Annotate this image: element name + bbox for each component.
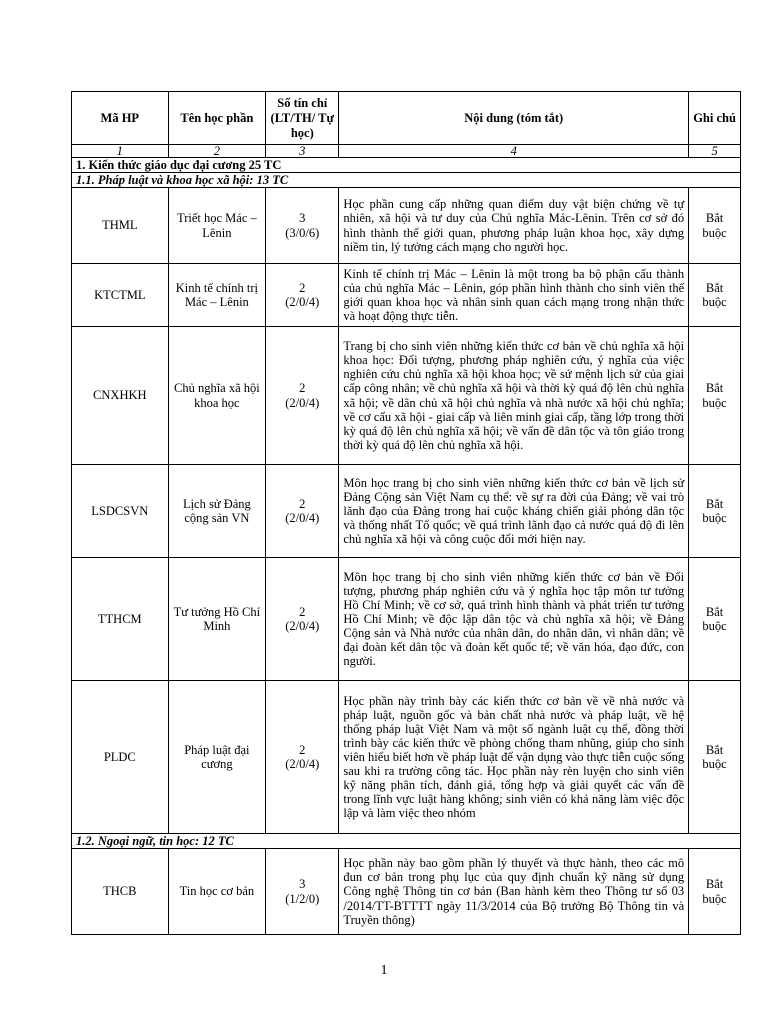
credits-split: (1/2/0) bbox=[285, 891, 320, 906]
course-note: Bắt buộc bbox=[689, 558, 741, 681]
course-note: Bắt buộc bbox=[689, 327, 741, 465]
course-code: CNXHKH bbox=[72, 327, 169, 465]
credits-split: (2/0/4) bbox=[285, 619, 320, 633]
course-note: Bắt buộc bbox=[689, 188, 741, 264]
course-credits bbox=[266, 188, 339, 264]
course-name: Triết học Mác – Lênin bbox=[168, 188, 266, 264]
credits-total: 3 bbox=[299, 877, 306, 892]
column-number: 3 bbox=[266, 145, 339, 158]
subsection-title: 1.1. Pháp luật và khoa học xã hội: 13 TC bbox=[72, 173, 741, 188]
course-name: Tư tưởng Hồ Chí Minh bbox=[168, 558, 266, 681]
table-row bbox=[72, 465, 741, 558]
credits-split: (3/0/6) bbox=[285, 225, 320, 240]
credits-total: 2 bbox=[299, 604, 306, 619]
course-name: Tin học cơ bản bbox=[168, 849, 266, 935]
table-row bbox=[72, 188, 741, 264]
course-note: Bắt buộc bbox=[689, 681, 741, 834]
course-credits bbox=[266, 849, 339, 935]
course-content: Học phần này trình bày các kiến thức cơ bản về về nhà nước và pháp luật, nguồn gốc và bản chất nhà nước và pháp luật, về hệ thống pháp luật Việt Nam và một số ngành luật cụ thể, đồng thời trình bày các kiến thức về phòng chống tham nhũng, giúp cho sinh viên hiểu biết hơn về pháp luật để vận dụng vào thực tiễn cuộc sống sau khi ra trường công tác. Học phần này rèn luyện cho sinh viên kỹ năng phân tích, đánh giá, tổng hợp và giải quyết các vấn đề trong lĩnh vực luật hàng không; sinh viên có khả năng làm việc độc lập và làm việc theo nhóm bbox=[339, 681, 689, 834]
course-code: THCB bbox=[72, 849, 169, 935]
course-name: Lịch sử Đảng cộng sản VN bbox=[168, 465, 266, 558]
table-row bbox=[72, 849, 741, 935]
course-note: Bắt buộc bbox=[689, 264, 741, 327]
subsection-row bbox=[72, 173, 741, 188]
course-content: Học phần này bao gồm phần lý thuyết và thực hành, theo các mô đun cơ bản trong phụ lục của quy định chuẩn kỹ năng sử dụng Công nghệ Thông tin cơ bản (Ban hành kèm theo Thông tư số 03 /2014/TT-BTTTT ngày 11/3/2014 của Bộ trưởng Bộ Thông tin và Truyền thông) bbox=[339, 849, 689, 935]
page-number: 1 bbox=[380, 963, 388, 978]
credits-split: (2/0/4) bbox=[285, 757, 320, 771]
subsection-title: 1.2. Ngoại ngữ, tin học: 12 TC bbox=[72, 834, 741, 849]
course-code: LSDCSVN bbox=[72, 465, 169, 558]
course-name: Kinh tế chính trị Mác – Lênin bbox=[168, 264, 266, 327]
course-code: PLDC bbox=[72, 681, 169, 834]
credits-total: 2 bbox=[299, 280, 306, 295]
course-content: Học phần cung cấp những quan điểm duy vật biện chứng về tự nhiên, xã hội và tư duy của Chủ nghĩa Mác-Lênin. Trên cơ sở đó hình thành thế giới quan, phương pháp luận khoa học, xây dựng niềm tin, lý tưởng cách mạng cho người học. bbox=[339, 188, 689, 264]
column-number: 1 bbox=[72, 145, 169, 158]
credits-split: (2/0/4) bbox=[285, 511, 320, 525]
column-number: 2 bbox=[168, 145, 266, 158]
header-code: Mã HP bbox=[72, 92, 169, 145]
course-code: THML bbox=[72, 188, 169, 264]
credits-total: 3 bbox=[299, 211, 306, 226]
header-credits: Số tín chỉ (LT/TH/ Tự học) bbox=[266, 92, 339, 145]
section-title: 1. Kiến thức giáo dục đại cương 25 TC bbox=[72, 158, 741, 173]
table-row bbox=[72, 681, 741, 834]
table-row bbox=[72, 558, 741, 681]
credits-total: 2 bbox=[299, 742, 306, 757]
course-credits bbox=[266, 558, 339, 681]
course-note: Bắt buộc bbox=[689, 849, 741, 935]
course-table bbox=[71, 91, 741, 935]
course-name: Pháp luật đại cương bbox=[168, 681, 266, 834]
course-note: Bắt buộc bbox=[689, 465, 741, 558]
table-row bbox=[72, 264, 741, 327]
column-number-row bbox=[72, 145, 741, 158]
course-credits bbox=[266, 681, 339, 834]
credits-split: (2/0/4) bbox=[285, 295, 320, 309]
header-name: Tên học phần bbox=[168, 92, 266, 145]
course-content: Môn học trang bị cho sinh viên những kiến thức cơ bản về Đối tượng, phương pháp nghiên cứu và ý nghĩa học tập môn tư tưởng Hồ Chí Minh; về cơ sở, quá trình hình thành và phát triển tư tưởng Hồ Chí Minh; về độc lập dân tộc và chủ nghĩa xã hội; về Đảng Cộng sản và Nhà nước của nhân dân, do nhân dân, vì nhân dân; về đại đoàn kết dân tộc và đoàn kết quốc tế; về văn hóa, đạo đức, con người. bbox=[339, 558, 689, 681]
course-code: KTCTML bbox=[72, 264, 169, 327]
section-row bbox=[72, 158, 741, 173]
credits-split: (2/0/4) bbox=[285, 395, 320, 410]
table-header-row bbox=[72, 92, 741, 145]
column-number: 4 bbox=[339, 145, 689, 158]
header-content: Nội dung (tóm tắt) bbox=[339, 92, 689, 145]
subsection-row bbox=[72, 834, 741, 849]
course-name: Chủ nghĩa xã hội khoa học bbox=[168, 327, 266, 465]
table-row bbox=[72, 327, 741, 465]
credits-total: 2 bbox=[299, 496, 306, 511]
course-code: TTHCM bbox=[72, 558, 169, 681]
column-number: 5 bbox=[689, 145, 741, 158]
course-content: Trang bị cho sinh viên những kiến thức cơ bản về chủ nghĩa xã hội khoa học: Đối tượng, phương pháp nghiên cứu, ý nghĩa của việc nghiên cứu chủ nghĩa xã hội khoa học; về sứ mệnh lịch sử của giai cấp công nhân; về chủ nghĩa xã hội và thời kỳ quá độ lên chủ nghĩa xã hội; về dân chủ xã hội chủ nghĩa và nhà nước xã hội chủ nghĩa; về cơ cấu xã hội - giai cấp và liên minh giai cấp, tầng lớp trong thời kỳ quá độ lên chủ nghĩa xã hội; về vấn đề dân tộc và tôn giáo trong thời kỳ quá độ lên chủ nghĩa xã hội. bbox=[339, 327, 689, 465]
course-credits bbox=[266, 327, 339, 465]
course-content: Môn học trang bị cho sinh viên những kiến thức cơ bản về lịch sử Đảng Cộng sản Việt Nam cụ thể: về sự ra đời của Đảng; về vai trò lãnh đạo của Đảng trong hai cuộc kháng chiến giải phóng dân tộc và thống nhất Tổ quốc; về quá trình lãnh đạo cả nước quá độ đi lên chủ nghĩa xã hội và công cuộc đổi mới hiện nay. bbox=[339, 465, 689, 558]
header-note: Ghi chú bbox=[689, 92, 741, 145]
course-credits bbox=[266, 465, 339, 558]
credits-total: 2 bbox=[299, 381, 306, 396]
course-content: Kinh tế chính trị Mác – Lênin là một trong ba bộ phận cấu thành của chủ nghĩa Mác – Lênin, góp phần hình thành cho sinh viên thế giới quan khoa học và nhân sinh quan cách mạng trong nhận thức và hoạt động thực tiễn. bbox=[339, 264, 689, 327]
course-credits bbox=[266, 264, 339, 327]
